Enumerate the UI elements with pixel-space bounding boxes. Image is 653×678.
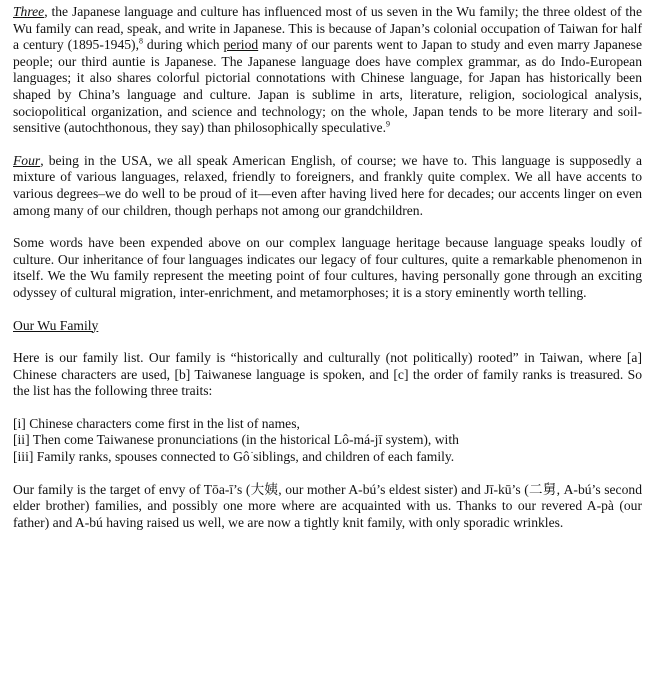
paragraph-text: Here is our family list. Our family is “historically and culturally (not politically) rooted” in Taiwan, where [a] Chinese characters are used, [b] Taiwanese language is spoken, and [c] the order of family ranks is treasured. So the list has the following three traits: xyxy=(13,350,642,399)
traits-list xyxy=(13,416,642,466)
paragraph-language-heritage xyxy=(13,235,642,301)
paragraph-three xyxy=(13,4,642,137)
section-heading: Our Wu Family xyxy=(13,317,99,333)
paragraph-family-list xyxy=(13,350,642,400)
paragraph-lead-four: Four xyxy=(13,152,41,168)
paragraph-text: , the Japanese language and culture has influenced most of us seven in the Wu family; the three oldest of the Wu family can read, speak, and write in Japanese. This is because of Japan’s colonial occupation of Taiwan for half a century (1895-1945), xyxy=(13,4,642,53)
underlined-word: period xyxy=(223,37,259,53)
paragraph-lead-three: Three xyxy=(13,4,45,19)
paragraph-text: , being in the USA, we all speak American English, of course; we have to. This language is supposedly a mixture of various languages, relaxed, friendly to foreigners, and frankly quite complex. We all have accents to various degrees–we do well to be proud of it—even after having lived here for decades; our accents linger on even among many of our children, though perhaps not among our grandchildren. xyxy=(13,152,642,218)
paragraph-text: during which xyxy=(142,37,224,53)
paragraph-text: Some words have been expended above on our complex language heritage because language speaks loudly of culture. Our inheritance of four languages indicates our legacy of four cultures, quite a remarkable phenomenon in itself. We the Wu family represent the meeting point of four cultures, having personally gone through an exciting odyssey of cultural migration, inter-enrichment, and metamorphoses; it is a story eminently worth telling. xyxy=(13,235,642,300)
footnote-marker: 8 xyxy=(138,36,143,46)
paragraph-text: many of our parents went to Japan to study and even marry Japanese people; our third auntie is Japanese. The Japanese language does have complex grammar, as do Indo-European languages; it also shares colorful pictorial connotations with Chinese language, for Japan has historically been shaped by China’s language and culture. Japan is sublime in arts, literature, religion, sociological analysis, sociopolitical organization, and science and technology; on the whole, Japan tends to be more literary and soil-sensitive (autochthonous, they say) than philosophically speculative. xyxy=(13,37,642,136)
paragraph-family-envy xyxy=(13,482,642,532)
list-item: [i] Chinese characters come first in the list of names, xyxy=(13,415,300,431)
paragraph-text: Our family is the target of envy of Tōa-ī’s (大姨, our mother A-bú’s eldest sister) and Jī-kū’s (二舅, A-bú’s second elder brother) families, and possibly one more where are acquainted with us. Thanks to our revered A-pà (our father) and A-bú having raised us well, we are now a tightly knit family, with only sporadic wrinkles. xyxy=(13,481,642,530)
list-item: [iii] Family ranks, spouses connected to Gô͘ siblings, and children of each family. xyxy=(13,449,455,465)
list-item: [ii] Then come Taiwanese pronunciations (in the historical Lô-má-jī system), with xyxy=(13,432,459,448)
paragraph-four xyxy=(13,153,642,219)
footnote-marker: 9 xyxy=(386,119,390,129)
